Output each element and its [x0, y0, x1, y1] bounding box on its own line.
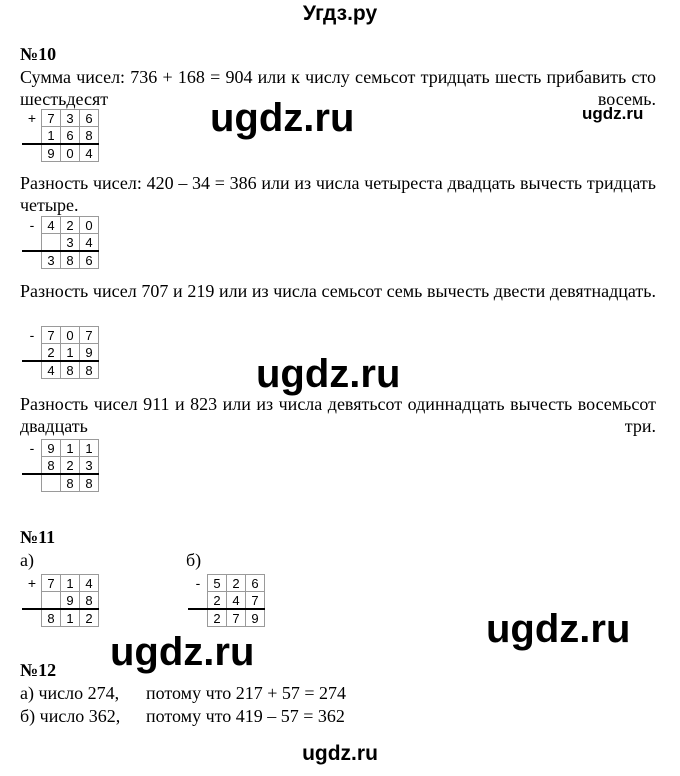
watermark: ugdz.ru	[582, 104, 644, 123]
task10-heading: №10	[20, 44, 57, 64]
task12-heading: №12	[20, 660, 57, 680]
task10-paragraph-1: Сумма чисел: 736 + 168 = 904 или к числу семьсот тридцать шесть прибавить сто шестьдесят восемь.	[20, 67, 656, 109]
site-footer: ugdz.ru	[302, 742, 378, 765]
watermark: ugdz.ru	[210, 96, 355, 140]
task11-label-a: а)	[20, 550, 34, 570]
task12-answer-a-left: а) число 274,	[20, 683, 120, 703]
calc-diff-420-34: - 4 2 0 3 4 3 8 6	[22, 216, 99, 269]
watermark: ugdz.ru	[256, 352, 401, 396]
task10-paragraph-4: Разность чисел 911 и 823 или из числа девятьсот одиннадцать вычесть восемьсот двадцать три.	[20, 394, 656, 436]
calc-sum-714-98: + 7 1 4 9 8 8 1 2	[22, 574, 99, 627]
calc-diff-707-219: - 7 0 7 2 1 9 4 8 8	[22, 326, 99, 379]
task11-label-b: б)	[186, 550, 202, 570]
watermark: ugdz.ru	[486, 607, 631, 651]
calc-sum-736-168: + 7 3 6 1 6 8 9 0 4	[22, 109, 99, 162]
task12-answer-b-right: потому что 419 – 57 = 362	[146, 706, 345, 726]
calc-diff-526-247: - 5 2 6 2 4 7 2 7 9	[188, 574, 265, 627]
task11-heading: №11	[20, 527, 56, 547]
calc-diff-911-823: - 9 1 1 8 2 3 8 8	[22, 439, 99, 492]
task10-paragraph-3: Разность чисел 707 и 219 или из числа семьсот семь вычесть двести девятнадцать.	[20, 281, 656, 301]
task12-answer-b-left: б) число 362,	[20, 706, 121, 726]
task12-answer-a-right: потому что 217 + 57 = 274	[146, 683, 347, 703]
watermark: ugdz.ru	[110, 630, 255, 674]
task10-paragraph-2: Разность чисел: 420 – 34 = 386 или из числа четыреста двадцать вычесть тридцать четыре.	[20, 173, 656, 215]
site-header: Угдз.ру	[302, 2, 378, 25]
